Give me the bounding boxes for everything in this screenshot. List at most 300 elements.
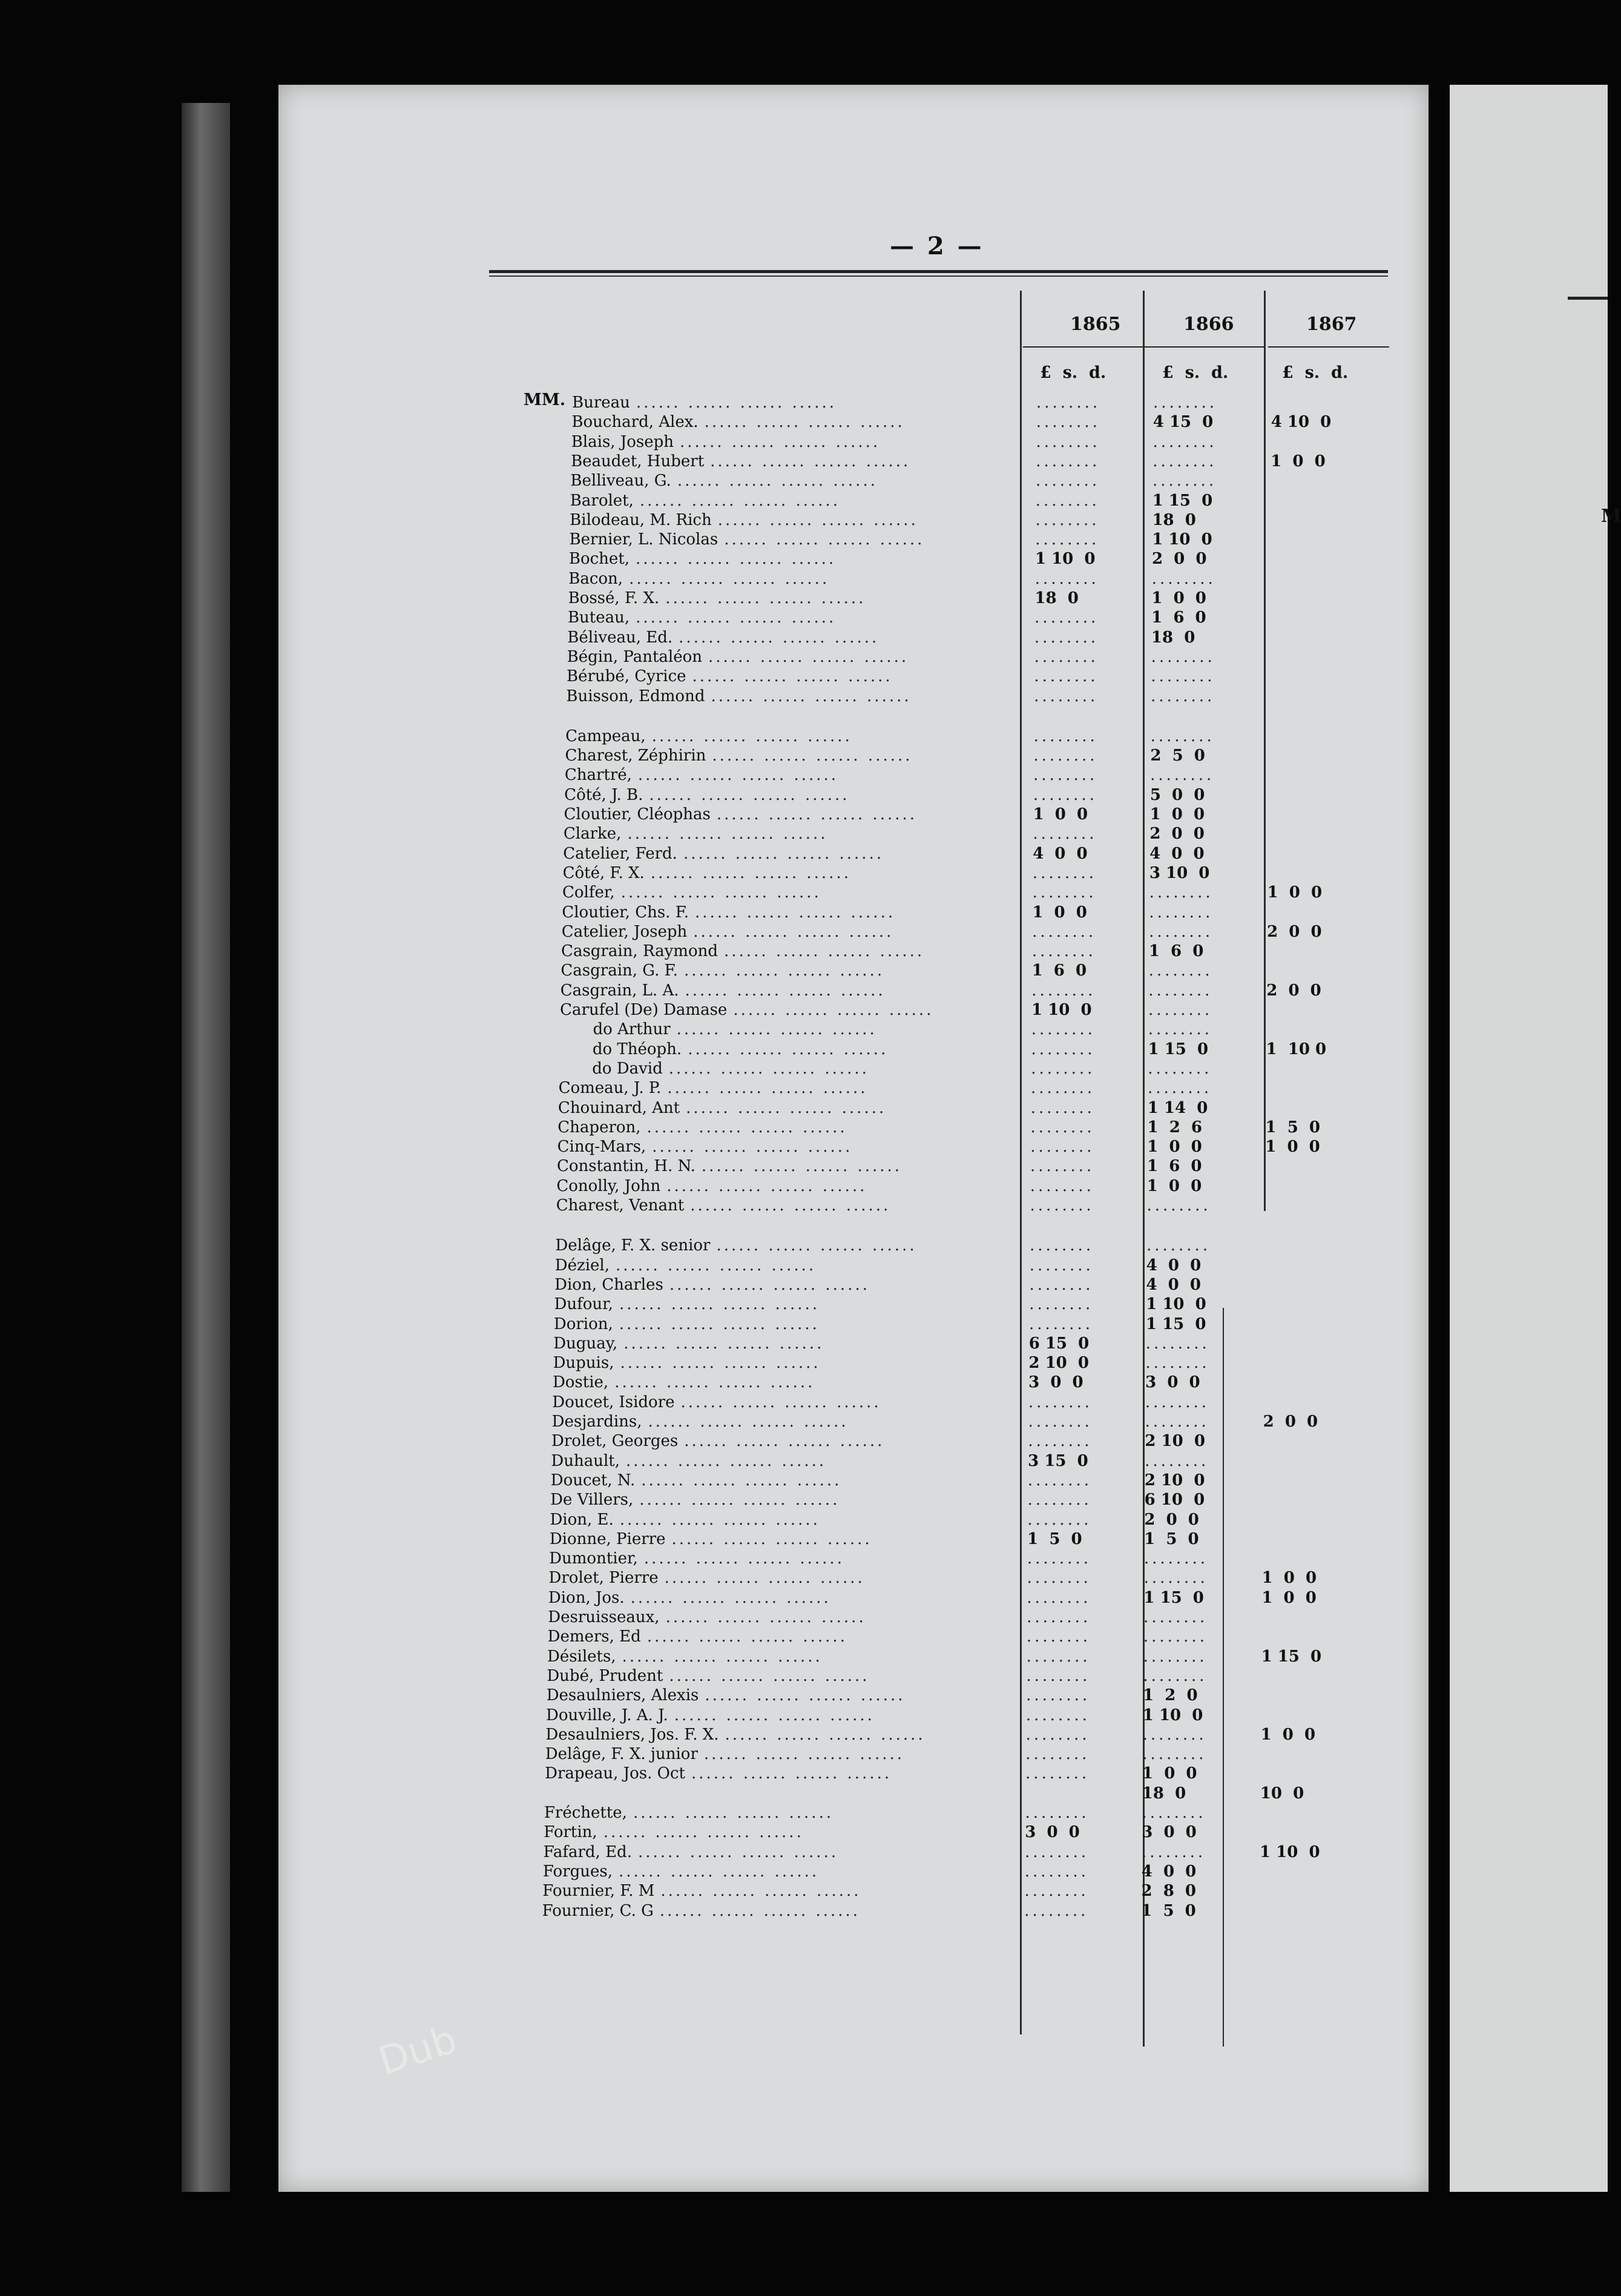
ledger-amount-1866: 3 0 0	[1142, 1823, 1197, 1842]
ledger-row-name	[565, 767, 838, 783]
row-name-text: Desjardins,	[551, 1413, 642, 1431]
ledger-row-name	[554, 1316, 820, 1332]
leader-dots: ...... ...... ...... ......	[703, 1745, 905, 1764]
leader-dots: ...... ...... ...... ......	[639, 491, 841, 510]
ledger-row-name	[556, 1198, 891, 1213]
ledger-empty-dots: ........	[1034, 609, 1099, 627]
ledger-amount-1866: 4 15 0	[1152, 413, 1214, 432]
year-underline-1866	[1144, 346, 1265, 348]
leader-dots: ...... ...... ...... ......	[626, 1451, 827, 1470]
ledger-row-name	[593, 1021, 876, 1037]
ledger-amount-1866: 18 0	[1142, 1784, 1186, 1803]
ledger-empty-dots: ........	[1029, 1236, 1094, 1255]
leader-dots: ...... ...... ...... ......	[683, 844, 884, 863]
row-name-text: Dion, Charles	[554, 1275, 663, 1294]
column-divider-2b	[1223, 1308, 1224, 2047]
ledger-row-name	[570, 473, 878, 489]
leader-dots: ...... ...... ...... ......	[669, 1666, 870, 1685]
ledger-row-name	[551, 1433, 884, 1449]
ledger-row-name	[544, 1844, 839, 1860]
ledger-empty-dots: ........	[1036, 394, 1101, 412]
ledger-amount-1865: 1 5 0	[1027, 1529, 1082, 1548]
row-name-text: Delâge, F. X. senior	[555, 1236, 711, 1255]
ledger-empty-dots: ........	[1025, 1725, 1090, 1744]
leader-dots: ...... ...... ...... ......	[651, 727, 852, 745]
leader-dots: ...... ...... ...... ......	[667, 1079, 868, 1098]
ledger-row-name	[547, 1649, 823, 1664]
row-name-text: Désilets,	[547, 1647, 616, 1666]
row-name-text: Béliveau, Ed.	[567, 628, 673, 647]
ledger-amount-1866: 2 0 0	[1144, 1510, 1199, 1529]
ledger-row-name	[555, 1258, 816, 1273]
leader-dots: ...... ...... ...... ......	[639, 1491, 840, 1509]
ledger-empty-dots: ........	[1033, 766, 1098, 785]
ledger-empty-dots: ........	[1031, 942, 1096, 961]
ledger-amount-1866: 1 15 0	[1143, 1588, 1204, 1607]
ledger-amount-1866: 1 14 0	[1147, 1098, 1208, 1117]
ledger-row-name	[548, 1609, 866, 1625]
ledger-empty-dots: ........	[1035, 491, 1100, 510]
ledger-row-name	[547, 1687, 906, 1703]
leader-dots: ...... ...... ...... ......	[648, 1413, 849, 1431]
leader-dots: ...... ...... ...... ......	[694, 903, 896, 922]
ledger-empty-dots: ........	[1150, 766, 1215, 785]
ledger-amount-1866: 1 5 0	[1144, 1529, 1199, 1548]
leader-dots: ...... ...... ...... ......	[646, 1628, 847, 1646]
column-divider-1	[1020, 291, 1022, 2034]
row-name-text: do Arthur	[593, 1020, 671, 1039]
leader-dots: ...... ...... ...... ......	[711, 687, 912, 705]
leader-dots: ...... ...... ...... ......	[710, 452, 911, 470]
ledger-empty-dots: ........	[1035, 530, 1100, 549]
ledger-amount-1866: 3 10 0	[1149, 863, 1210, 882]
row-name-text: Charest, Venant	[556, 1196, 685, 1215]
ledger-empty-dots: ........	[1035, 510, 1100, 529]
row-name-text: Carufel (De) Damase	[560, 1001, 728, 1019]
ledger-amount-1866: 4 0 0	[1149, 844, 1205, 863]
ledger-row-name	[561, 943, 924, 959]
ledger-amount-1865: 1 10 0	[1034, 550, 1096, 569]
ledger-empty-dots: ........	[1142, 1745, 1207, 1764]
ledger-empty-dots: ........	[1031, 1020, 1096, 1039]
ledger-row-name	[545, 1766, 892, 1781]
leader-dots: ...... ...... ...... ......	[717, 510, 918, 529]
ledger-amount-1867: 1 15 0	[1261, 1647, 1322, 1666]
row-name-text: Côté, F. X.	[562, 863, 645, 882]
ledger-empty-dots: ........	[1143, 1549, 1208, 1568]
ledger-amount-1865: 1 6 0	[1031, 962, 1087, 980]
book-spine	[182, 103, 230, 2192]
leader-dots: ...... ...... ...... ......	[680, 1393, 881, 1411]
leader-dots: ...... ...... ...... ......	[659, 1901, 861, 1920]
leader-dots: ...... ...... ...... ......	[646, 1118, 847, 1136]
ledger-amount-1866: 5 0 0	[1149, 785, 1205, 804]
ledger-empty-dots: ........	[1029, 1295, 1094, 1314]
leader-dots: ...... ...... ...... ......	[724, 942, 925, 961]
ledger-empty-dots: ........	[1030, 1118, 1095, 1136]
ledger-amount-1867: 4 10 0	[1271, 413, 1332, 432]
ledger-row-name	[557, 1139, 853, 1155]
row-name-text: Dostie,	[552, 1373, 609, 1392]
row-name-text: Cloutier, Chs. F.	[562, 903, 689, 922]
row-name-text: Colfer,	[562, 883, 615, 902]
leader-dots: ...... ...... ...... ......	[614, 1373, 815, 1392]
ledger-row-name	[567, 649, 909, 665]
ledger-empty-dots: ........	[1033, 785, 1097, 804]
leader-dots: ...... ...... ...... ......	[627, 825, 828, 843]
ledger-row-name	[565, 748, 912, 764]
ledger-empty-dots: ........	[1143, 1628, 1208, 1646]
ledger-row-name	[568, 590, 866, 606]
leader-dots: ...... ...... ...... ......	[620, 1354, 821, 1373]
ledger-page	[278, 85, 1429, 2192]
row-name-text: Constantin, H. N.	[557, 1157, 695, 1176]
row-name-text: Dupuis,	[553, 1354, 614, 1373]
ledger-empty-dots: ........	[1032, 863, 1097, 882]
ledger-row-name	[551, 1473, 842, 1488]
ledger-empty-dots: ........	[1148, 1079, 1212, 1098]
leader-dots: ...... ...... ...... ......	[619, 1862, 820, 1881]
leader-dots: ...... ...... ...... ......	[633, 1804, 834, 1822]
ledger-row-name	[552, 1394, 881, 1410]
ledger-amount-1865: 3 15 0	[1028, 1451, 1088, 1470]
ledger-empty-dots: ........	[1030, 1196, 1094, 1215]
ledger-row-name	[562, 905, 895, 920]
ledger-empty-dots: ........	[1026, 1628, 1091, 1646]
ledger-amount-1865: 3 0 0	[1028, 1373, 1083, 1392]
leader-dots: ...... ...... ...... ......	[636, 609, 837, 627]
year-header-1867: 1867	[1306, 314, 1357, 335]
leader-dots: ...... ...... ...... ......	[603, 1823, 804, 1842]
ledger-empty-dots: ........	[1031, 1079, 1096, 1098]
ledger-row-name	[561, 963, 884, 978]
ledger-empty-dots: ........	[1145, 1451, 1209, 1470]
row-name-text: Cloutier, Cléophas	[564, 805, 711, 823]
ledger-amount-1866: 1 15 0	[1148, 1040, 1209, 1058]
ledger-empty-dots: ........	[1152, 472, 1217, 490]
ledger-empty-dots: ........	[1152, 432, 1217, 451]
ledger-amount-1866: 1 6 0	[1148, 942, 1204, 961]
ledger-amount-1867: 1 0 0	[1265, 1138, 1320, 1156]
ledger-empty-dots: ........	[1148, 1059, 1212, 1078]
ledger-empty-dots: ........	[1034, 687, 1099, 705]
row-name-text: Catelier, Joseph	[561, 922, 688, 941]
ledger-empty-dots: ........	[1031, 1040, 1096, 1058]
ledger-empty-dots: ........	[1148, 1001, 1213, 1019]
leader-dots: ...... ...... ...... ......	[701, 1157, 903, 1176]
ledger-empty-dots: ........	[1028, 1393, 1093, 1411]
ledger-empty-dots: ........	[1025, 1764, 1090, 1783]
leader-dots: ...... ...... ...... ......	[676, 1020, 877, 1039]
ledger-empty-dots: ........	[1033, 825, 1097, 843]
leader-dots: ...... ...... ...... ......	[733, 1001, 934, 1019]
ledger-empty-dots: ........	[1028, 1315, 1094, 1333]
row-name-text: Buteau,	[567, 609, 630, 627]
leader-dots: ...... ...... ...... ......	[708, 647, 909, 666]
ledger-row-name	[559, 1080, 868, 1096]
row-name-text: Cinq-Mars,	[557, 1138, 646, 1156]
leader-dots: ...... ...... ...... ......	[683, 962, 885, 980]
ledger-row-name	[554, 1296, 820, 1312]
ledger-empty-dots: ........	[1034, 667, 1099, 686]
leader-dots: ...... ...... ...... ......	[705, 1686, 906, 1705]
ledger-empty-dots: ........	[1024, 1901, 1089, 1920]
ledger-amount-1866: 1 6 0	[1147, 1157, 1202, 1176]
ledger-amount-1867: 1 10 0	[1266, 1040, 1327, 1058]
leader-dots: ...... ...... ...... ......	[692, 667, 893, 686]
leader-dots: ...... ...... ...... ......	[623, 1334, 824, 1353]
leader-dots: ...... ...... ...... ......	[690, 1196, 891, 1215]
ledger-empty-dots: ........	[1151, 667, 1215, 686]
ledger-amount-1867: 2 0 0	[1267, 922, 1322, 941]
ledger-empty-dots: ........	[1148, 962, 1213, 980]
row-name-text: Desaulniers, Jos. F. X.	[545, 1725, 719, 1744]
leader-dots: ...... ...... ...... ......	[691, 1764, 892, 1783]
row-name-text: Dion, Jos.	[548, 1588, 625, 1607]
row-name-text: Fournier, F. M	[542, 1882, 655, 1901]
leader-dots: ...... ...... ...... ......	[725, 1725, 926, 1744]
ledger-amount-1865: 3 0 0	[1025, 1823, 1080, 1842]
ledger-empty-dots: ........	[1030, 1157, 1095, 1176]
ledger-row-name	[545, 1746, 904, 1762]
row-name-text: Bilodeau, M. Rich	[570, 510, 712, 529]
leader-dots: ...... ...... ...... ......	[637, 1842, 839, 1861]
leader-dots: ...... ...... ...... ......	[665, 1608, 866, 1626]
row-name-text: Duhault,	[551, 1451, 620, 1470]
ledger-row-name	[565, 728, 852, 744]
ledger-row-name	[542, 1883, 861, 1899]
column-divider-2	[1143, 291, 1145, 2047]
ledger-empty-dots: ........	[1143, 1647, 1208, 1666]
ledger-empty-dots: ........	[1148, 1020, 1212, 1039]
ledger-row-name	[551, 1453, 826, 1469]
ledger-empty-dots: ........	[1027, 1510, 1092, 1529]
ledger-empty-dots: ........	[1029, 1256, 1094, 1275]
ledger-empty-dots: ........	[1030, 1098, 1095, 1117]
leader-dots: ...... ...... ...... ......	[660, 1882, 861, 1901]
row-name-text: Côté, J. B.	[564, 785, 643, 804]
ledger-row-name	[564, 826, 828, 842]
ledger-empty-dots: ........	[1142, 1842, 1206, 1861]
leader-dots: ...... ...... ...... ......	[630, 1588, 831, 1607]
ledger-row-name	[570, 532, 925, 547]
ledger-row-name	[564, 787, 849, 803]
row-name-text: Bouchard, Alex.	[571, 413, 699, 432]
row-name-text: Beaudet, Hubert	[571, 452, 705, 470]
leader-dots: ...... ...... ...... ......	[716, 805, 918, 823]
leader-dots: ...... ...... ...... ......	[650, 863, 851, 882]
ledger-amount-1865: 1 0 0	[1032, 903, 1087, 922]
row-name-text: Forgues,	[542, 1862, 613, 1881]
ledger-empty-dots: ........	[1035, 472, 1100, 490]
leader-dots: ...... ...... ...... ......	[649, 785, 850, 804]
ledger-empty-dots: ........	[1036, 432, 1100, 451]
units-1867: £ s. d.	[1282, 363, 1349, 382]
ledger-row-name	[568, 610, 836, 625]
leader-dots: ...... ...... ...... ......	[671, 1529, 872, 1548]
row-name-text: Dubé, Prudent	[547, 1666, 663, 1685]
row-name-text: Campeau,	[565, 727, 646, 745]
ledger-empty-dots: ........	[1152, 452, 1217, 470]
ledger-amount-1867: 1 0 0	[1261, 1588, 1317, 1607]
ledger-empty-dots: ........	[1030, 1138, 1095, 1156]
ledger-amount-1867: 2 0 0	[1266, 981, 1321, 1000]
ledger-row-name	[560, 1002, 933, 1018]
ledger-empty-dots: ........	[1030, 1176, 1094, 1195]
ledger-amount-1866: 1 0 0	[1147, 1138, 1202, 1156]
leader-dots: ...... ...... ...... ......	[704, 413, 905, 432]
row-name-text: Desruisseaux,	[548, 1608, 660, 1626]
leader-dots: ...... ...... ...... ......	[680, 432, 881, 451]
ledger-amount-1866: 4 0 0	[1146, 1275, 1201, 1294]
ledger-row-name	[542, 1903, 860, 1919]
adjacent-page-fragment: M	[1601, 506, 1621, 527]
leader-dots: ...... ...... ...... ......	[668, 1059, 869, 1078]
ledger-empty-dots: ........	[1034, 569, 1099, 588]
ledger-row-name	[571, 434, 880, 450]
ledger-row-name	[544, 1805, 834, 1821]
row-name-text: Doucet, Isidore	[552, 1393, 675, 1411]
ledger-empty-dots: ........	[1029, 1275, 1094, 1294]
row-name-text: Belliveau, G.	[570, 472, 671, 490]
ledger-empty-dots: ........	[1148, 981, 1213, 1000]
row-name-text: Bacon,	[568, 569, 623, 588]
row-name-text: Drapeau, Jos. Oct	[545, 1764, 685, 1783]
ledger-empty-dots: ........	[1149, 883, 1214, 902]
ledger-row-name	[567, 668, 893, 684]
year-underline-1865	[1023, 346, 1153, 348]
page-number: — 2 —	[890, 232, 984, 260]
row-name-text: Douville, J. A. J.	[546, 1706, 668, 1724]
ledger-row-name	[553, 1336, 824, 1351]
row-name-text: Bégin, Pantaléon	[567, 647, 703, 666]
ledger-amount-1865: 4 0 0	[1033, 844, 1088, 863]
leader-dots: ...... ...... ...... ......	[622, 1647, 823, 1666]
ledger-empty-dots: ........	[1143, 1608, 1208, 1626]
year-header-1866: 1866	[1183, 314, 1234, 335]
ledger-empty-dots: ........	[1025, 1804, 1090, 1822]
ledger-amount-1866: 1 2 6	[1147, 1118, 1202, 1136]
ledger-amount-1866: 1 10 0	[1146, 1295, 1206, 1314]
ledger-row-name	[548, 1629, 847, 1644]
row-name-text: Barolet,	[570, 491, 634, 510]
ledger-row-name	[593, 1041, 889, 1057]
ledger-empty-dots: ........	[1145, 1334, 1210, 1353]
row-name-text: Dufour,	[554, 1295, 613, 1314]
ledger-empty-dots: ........	[1153, 394, 1218, 412]
ledger-row-name	[553, 1374, 815, 1390]
ledger-row-name	[550, 1492, 840, 1508]
ledger-empty-dots: ........	[1151, 647, 1215, 666]
row-name-text: Bérubé, Cyrice	[567, 667, 686, 686]
ledger-amount-1867: 1 0 0	[1261, 1569, 1317, 1588]
ledger-amount-1866: 18 0	[1152, 510, 1196, 529]
ledger-amount-1866: 1 0 0	[1142, 1764, 1197, 1783]
leader-dots: ...... ...... ...... ......	[637, 766, 839, 785]
ledger-empty-dots: ........	[1151, 687, 1215, 705]
header-rule	[489, 270, 1388, 273]
ledger-empty-dots: ........	[1027, 1549, 1091, 1568]
leader-dots: ...... ...... ...... ......	[666, 1176, 867, 1195]
leader-dots: ...... ...... ...... ......	[679, 628, 880, 647]
ledger-empty-dots: ........	[1027, 1471, 1093, 1489]
ledger-amount-1866: 4 0 0	[1141, 1862, 1197, 1881]
ledger-row-name	[557, 1158, 902, 1174]
row-name-text: Clarke,	[563, 825, 622, 843]
ledger-row-name	[568, 571, 829, 587]
row-name-text: do David	[592, 1059, 663, 1078]
row-name-text: Fortin,	[544, 1823, 597, 1842]
ledger-empty-dots: ........	[1034, 647, 1099, 666]
row-name-text: Fafard, Ed.	[543, 1842, 632, 1861]
row-name-text: Drolet, Georges	[551, 1432, 679, 1451]
row-name-text: Bernier, L. Nicolas	[569, 530, 718, 549]
ledger-row-name	[563, 846, 884, 862]
row-name-text: Bossé, F. X.	[568, 589, 660, 607]
leader-dots: ...... ...... ...... ......	[677, 472, 878, 490]
units-1865: £ s. d.	[1040, 363, 1106, 382]
ledger-amount-1866: 3 0 0	[1145, 1373, 1200, 1392]
ledger-row-name	[571, 414, 904, 430]
leader-dots: ...... ...... ...... ......	[665, 589, 866, 607]
ledger-row-name	[567, 630, 879, 645]
leader-dots: ...... ...... ...... ......	[674, 1706, 875, 1724]
row-name-text: Buisson, Edmond	[566, 687, 705, 705]
ledger-empty-dots: ........	[1031, 981, 1096, 1000]
ledger-empty-dots: ........	[1032, 883, 1097, 902]
ledger-amount-1866: 4 0 0	[1146, 1256, 1202, 1275]
ledger-empty-dots: ........	[1031, 1059, 1096, 1078]
pencil-annotation: Dub	[373, 2017, 462, 2085]
row-name-text: do Théoph.	[592, 1040, 682, 1058]
leader-dots: ...... ...... ...... ......	[619, 1295, 820, 1314]
ledger-row-name	[564, 807, 918, 822]
ledger-empty-dots: ........	[1033, 727, 1098, 745]
ledger-row-name	[553, 1355, 821, 1371]
ledger-empty-dots: ........	[1028, 1432, 1093, 1451]
ledger-row-name	[569, 551, 836, 567]
row-name-text: Comeau, J. P.	[558, 1079, 662, 1098]
ledger-row-name	[546, 1707, 875, 1723]
ledger-amount-1867: 10 0	[1260, 1784, 1304, 1803]
leader-dots: ...... ...... ...... ......	[620, 883, 821, 902]
ledger-row-name	[550, 1512, 820, 1528]
ledger-amount-1866: 1 15 0	[1152, 491, 1213, 510]
units-1866: £ s. d.	[1162, 363, 1229, 382]
ledger-amount-1866: 2 0 0	[1151, 550, 1207, 569]
ledger-amount-1865: 1 10 0	[1031, 1001, 1092, 1019]
row-name-text: Conolly, John	[556, 1176, 661, 1195]
row-name-text: Desaulniers, Alexis	[546, 1686, 699, 1705]
ledger-empty-dots: ........	[1036, 413, 1100, 432]
ledger-row-name	[572, 395, 837, 411]
leader-dots: ...... ...... ...... ......	[685, 981, 886, 1000]
ledger-amount-1865: 6 15 0	[1028, 1334, 1090, 1353]
row-name-text: Chartré,	[564, 766, 632, 785]
ledger-empty-dots: ........	[1145, 1354, 1210, 1373]
leader-dots: ...... ...... ...... ......	[652, 1138, 853, 1156]
ledger-row-name	[566, 688, 911, 704]
leader-dots: ...... ...... ...... ......	[724, 530, 925, 549]
ledger-empty-dots: ........	[1034, 628, 1099, 647]
leader-dots: ...... ...... ...... ......	[669, 1275, 870, 1294]
ledger-empty-dots: ........	[1146, 1236, 1211, 1255]
row-name-text: Demers, Ed	[547, 1628, 641, 1646]
adjacent-page	[1450, 85, 1621, 2192]
ledger-row-name	[557, 1120, 847, 1135]
ledger-empty-dots: ........	[1142, 1804, 1206, 1822]
ledger-row-name	[554, 1277, 870, 1293]
